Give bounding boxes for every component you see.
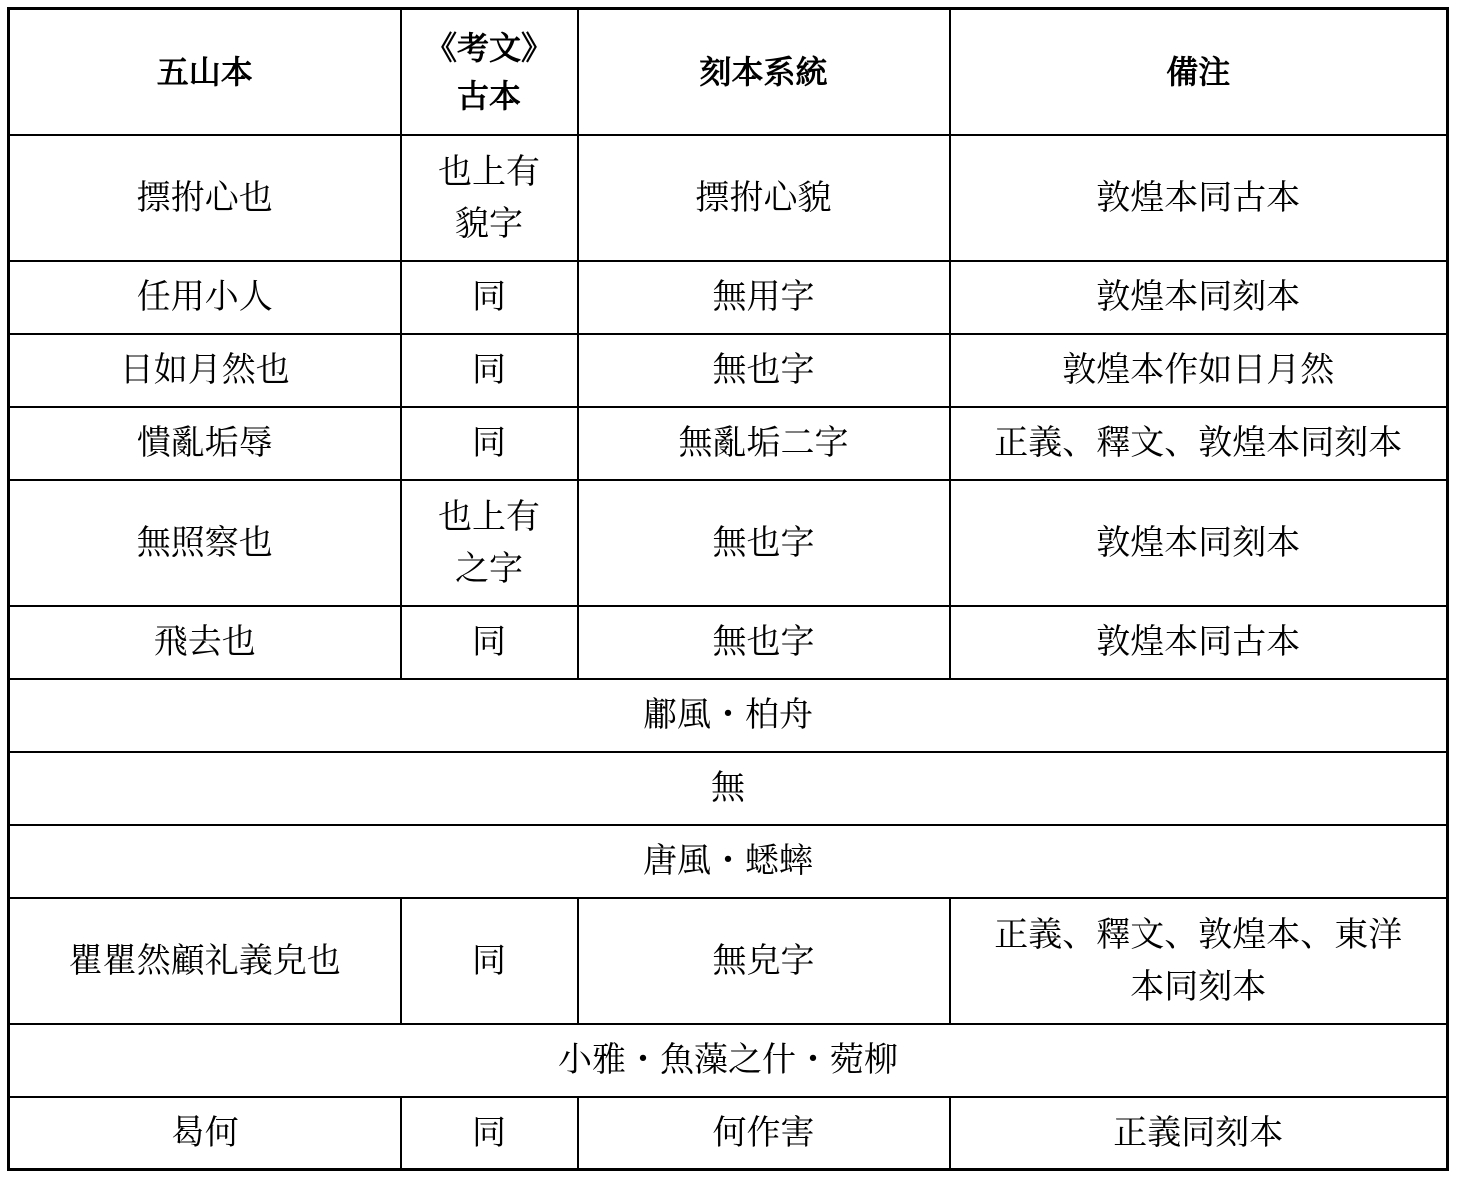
section-title: 鄘風・柏舟 (9, 679, 1448, 752)
cell-notes: 正義、釋文、敦煌本同刻本 (950, 407, 1448, 480)
table-row (9, 334, 1448, 407)
cell-notes: 敦煌本同古本 (950, 606, 1448, 679)
header-row (9, 9, 1448, 135)
cell-keben: 無用字 (578, 261, 950, 334)
cell-keben: 摽拊心貌 (578, 135, 950, 261)
table-row (9, 606, 1448, 679)
header-notes: 備注 (950, 9, 1448, 135)
cell-kaowen-guben: 同 (401, 407, 578, 480)
cell-wushan: 飛去也 (9, 606, 401, 679)
cell-kaowen-guben: 同 (401, 606, 578, 679)
table-row (9, 135, 1448, 261)
section-row (9, 825, 1448, 898)
cell-kaowen-guben: 同 (401, 334, 578, 407)
cell-wushan: 摽拊心也 (9, 135, 401, 261)
section-title: 小雅・魚藻之什・菀柳 (9, 1024, 1448, 1097)
header-keben: 刻本系統 (578, 9, 950, 135)
section-row (9, 752, 1448, 825)
cell-wushan: 日如月然也 (9, 334, 401, 407)
cell-wushan: 曷何 (9, 1097, 401, 1170)
cell-notes: 正義同刻本 (950, 1097, 1448, 1170)
section-title: 無 (9, 752, 1448, 825)
cell-notes: 敦煌本同刻本 (950, 261, 1448, 334)
table-row (9, 261, 1448, 334)
section-row (9, 679, 1448, 752)
cell-notes: 正義、釋文、敦煌本、東洋 本同刻本 (950, 898, 1448, 1024)
cell-notes: 敦煌本同古本 (950, 135, 1448, 261)
cell-keben: 無亂垢二字 (578, 407, 950, 480)
table-row (9, 407, 1448, 480)
table-body (9, 135, 1448, 1170)
collation-table (7, 7, 1449, 1171)
cell-kaowen-guben: 也上有 之字 (401, 480, 578, 606)
cell-keben: 無也字 (578, 334, 950, 407)
table-row (9, 480, 1448, 606)
cell-wushan: 瞿瞿然顧礼義皃也 (9, 898, 401, 1024)
header-kaowen-guben: 《考文》 古本 (401, 9, 578, 135)
cell-kaowen-guben: 同 (401, 1097, 578, 1170)
table-row (9, 898, 1448, 1024)
cell-kaowen-guben: 同 (401, 261, 578, 334)
cell-notes: 敦煌本同刻本 (950, 480, 1448, 606)
section-title: 唐風・蟋蟀 (9, 825, 1448, 898)
cell-keben: 無也字 (578, 606, 950, 679)
cell-keben: 無也字 (578, 480, 950, 606)
cell-wushan: 無照察也 (9, 480, 401, 606)
cell-notes: 敦煌本作如日月然 (950, 334, 1448, 407)
header-wushan: 五山本 (9, 9, 401, 135)
table-row (9, 1097, 1448, 1170)
cell-wushan: 憒亂垢辱 (9, 407, 401, 480)
cell-kaowen-guben: 同 (401, 898, 578, 1024)
cell-keben: 何作害 (578, 1097, 950, 1170)
cell-wushan: 任用小人 (9, 261, 401, 334)
cell-keben: 無皃字 (578, 898, 950, 1024)
table-header (9, 9, 1448, 135)
cell-kaowen-guben: 也上有 貌字 (401, 135, 578, 261)
section-row (9, 1024, 1448, 1097)
